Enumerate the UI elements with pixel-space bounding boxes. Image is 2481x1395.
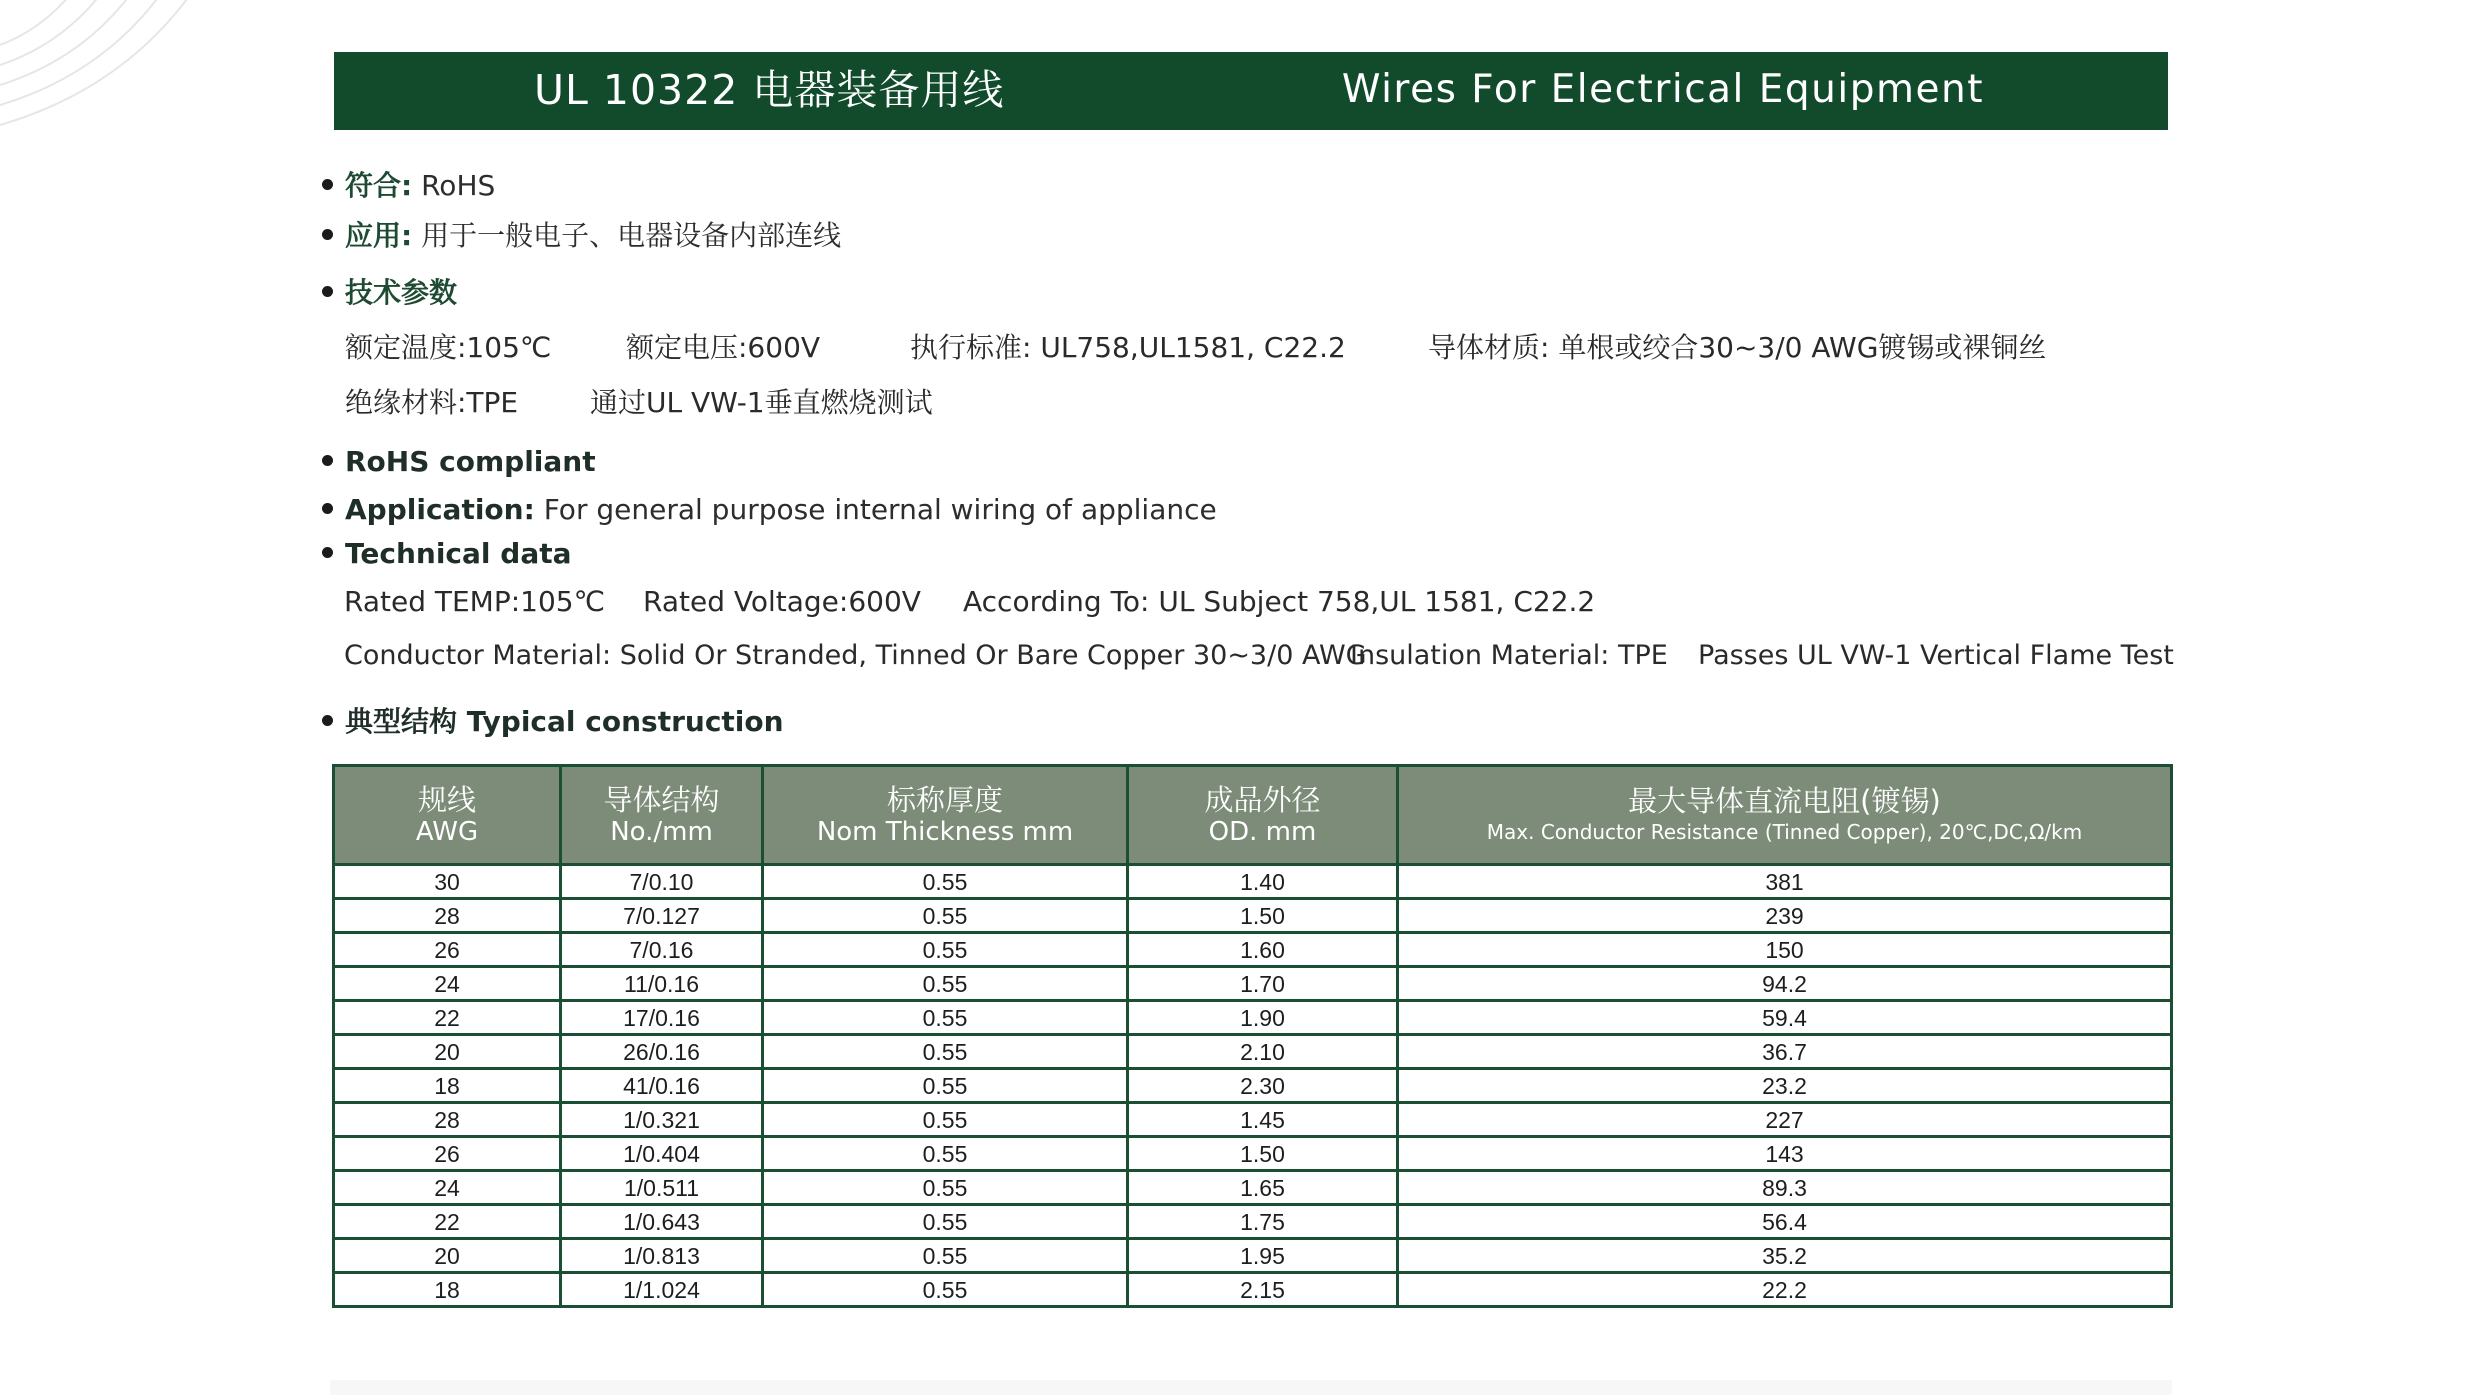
thickness-cell: 0.55	[763, 1273, 1128, 1307]
title-banner	[334, 52, 2168, 130]
thickness-cell: 0.55	[763, 1103, 1128, 1137]
compliance-value-cn: RoHS	[421, 169, 496, 202]
conductor-cell: 1/0.813	[561, 1239, 763, 1273]
conductor-cell: 7/0.127	[561, 899, 763, 933]
table-row	[334, 1205, 2172, 1239]
thickness-cell: 0.55	[763, 1035, 1128, 1069]
header-cn: 导体结构	[603, 783, 720, 817]
construction-table	[332, 764, 2173, 1308]
bullet-icon	[322, 455, 333, 466]
table-row	[334, 1239, 2172, 1273]
od-cell: 1.90	[1128, 1001, 1398, 1035]
od-cell: 1.70	[1128, 967, 1398, 1001]
table-header-row	[334, 766, 2172, 865]
construction-heading-label: 典型结构 Typical construction	[345, 705, 784, 738]
title-chinese: UL 10322 电器装备用线	[534, 66, 1005, 114]
according-en: According To: UL Subject 758,UL 1581, C22.2	[963, 585, 1596, 618]
awg-cell: 20	[334, 1035, 561, 1069]
column-header-awg	[334, 766, 561, 865]
compliance-line-cn	[322, 168, 495, 204]
column-header-od	[1128, 766, 1398, 865]
header-cn: 最大导体直流电阻(镀锡)	[1628, 784, 1941, 818]
bullet-icon	[322, 179, 333, 190]
header-en: OD. mm	[1208, 817, 1317, 847]
resistance-cell: 56.4	[1398, 1205, 2172, 1239]
bullet-icon	[322, 229, 333, 240]
resistance-cell: 59.4	[1398, 1001, 2172, 1035]
thickness-cell: 0.55	[763, 1171, 1128, 1205]
table-row	[334, 865, 2172, 899]
application-label-en: Application:	[345, 493, 535, 526]
conductor-cell: 1/0.321	[561, 1103, 763, 1137]
resistance-cell: 94.2	[1398, 967, 2172, 1001]
awg-cell: 28	[334, 1103, 561, 1137]
table-row	[334, 967, 2172, 1001]
resistance-cell: 381	[1398, 865, 2172, 899]
thickness-cell: 0.55	[763, 933, 1128, 967]
table-body	[334, 865, 2172, 1307]
table-row	[334, 933, 2172, 967]
tech-heading-cn	[322, 275, 457, 311]
od-cell: 1.95	[1128, 1239, 1398, 1273]
thickness-cell: 0.55	[763, 1205, 1128, 1239]
conductor-cell: 11/0.16	[561, 967, 763, 1001]
awg-cell: 24	[334, 1171, 561, 1205]
thickness-cell: 0.55	[763, 1137, 1128, 1171]
conductor-cell: 7/0.10	[561, 865, 763, 899]
awg-cell: 30	[334, 865, 561, 899]
conductor-cell: 1/1.024	[561, 1273, 763, 1307]
table-row	[334, 1171, 2172, 1205]
application-value-cn: 用于一般电子、电器设备内部连线	[421, 219, 842, 252]
insulation-cn: 绝缘材料:TPE	[345, 386, 519, 419]
table-row	[334, 1001, 2172, 1035]
table-row	[334, 1035, 2172, 1069]
rated-temp-cn: 额定温度:105℃	[345, 331, 552, 364]
od-cell: 1.65	[1128, 1171, 1398, 1205]
standard-cn: 执行标准: UL758,UL1581, C22.2	[910, 331, 1346, 364]
application-value-en: For general purpose internal wiring of appliance	[543, 493, 1217, 526]
resistance-cell: 239	[1398, 899, 2172, 933]
header-en: Nom Thickness mm	[816, 817, 1074, 847]
bullet-icon	[322, 547, 333, 558]
awg-cell: 18	[334, 1069, 561, 1103]
table-row	[334, 1273, 2172, 1307]
od-cell: 1.75	[1128, 1205, 1398, 1239]
header-cn: 成品外径	[1204, 783, 1321, 817]
thickness-cell: 0.55	[763, 1239, 1128, 1273]
bullet-icon	[322, 286, 333, 297]
resistance-cell: 143	[1398, 1137, 2172, 1171]
header-cn: 规线	[417, 783, 476, 817]
thickness-cell: 0.55	[763, 865, 1128, 899]
od-cell: 2.30	[1128, 1069, 1398, 1103]
conductor-cell: 1/0.643	[561, 1205, 763, 1239]
resistance-cell: 22.2	[1398, 1273, 2172, 1307]
resistance-cell: 89.3	[1398, 1171, 2172, 1205]
od-cell: 2.15	[1128, 1273, 1398, 1307]
od-cell: 1.45	[1128, 1103, 1398, 1137]
od-cell: 1.60	[1128, 933, 1398, 967]
application-line-cn	[322, 218, 841, 254]
table-row	[334, 1137, 2172, 1171]
conductor-cn: 导体材质: 单根或绞合30~3/0 AWG镀锡或裸铜丝	[1428, 331, 2047, 364]
construction-heading	[322, 704, 784, 740]
header-en: AWG	[415, 817, 479, 847]
thickness-cell: 0.55	[763, 967, 1128, 1001]
conductor-en: Conductor Material: Solid Or Stranded, Tinned Or Bare Copper 30~3/0 AWG	[344, 640, 1367, 671]
od-cell: 1.50	[1128, 899, 1398, 933]
conductor-cell: 1/0.511	[561, 1171, 763, 1205]
conductor-cell: 1/0.404	[561, 1137, 763, 1171]
thickness-cell: 0.55	[763, 1069, 1128, 1103]
rated-temp-en: Rated TEMP:105℃	[344, 585, 606, 618]
tech-label-cn: 技术参数	[345, 276, 458, 309]
resistance-cell: 227	[1398, 1103, 2172, 1137]
awg-cell: 26	[334, 933, 561, 967]
rated-voltage-cn: 额定电压:600V	[626, 331, 821, 364]
awg-cell: 20	[334, 1239, 561, 1273]
table-row	[334, 899, 2172, 933]
flame-test-en: Passes UL VW-1 Vertical Flame Test	[1698, 640, 2174, 671]
compliance-label-cn: 符合:	[345, 169, 413, 202]
od-cell: 2.10	[1128, 1035, 1398, 1069]
corner-arc-decoration	[0, 0, 200, 130]
tech-label-en: Technical data	[345, 537, 572, 570]
rated-voltage-en: Rated Voltage:600V	[643, 585, 921, 618]
resistance-cell: 36.7	[1398, 1035, 2172, 1069]
bullet-icon	[322, 715, 333, 726]
bottom-shadow	[330, 1380, 2172, 1395]
od-cell: 1.40	[1128, 865, 1398, 899]
bullet-icon	[322, 503, 333, 514]
column-header-thickness	[763, 766, 1128, 865]
title-english: Wires For Electrical Equipment	[1341, 67, 1984, 112]
header-cn: 标称厚度	[886, 783, 1003, 817]
od-cell: 1.50	[1128, 1137, 1398, 1171]
application-line-en	[322, 492, 1217, 528]
rohs-label-en: RoHS compliant	[345, 445, 596, 478]
awg-cell: 18	[334, 1273, 561, 1307]
rohs-line-en	[322, 444, 596, 480]
thickness-cell: 0.55	[763, 899, 1128, 933]
header-en: No./mm	[610, 817, 713, 847]
awg-cell: 24	[334, 967, 561, 1001]
flame-test-cn: 通过UL VW-1垂直燃烧测试	[590, 386, 933, 419]
resistance-cell: 35.2	[1398, 1239, 2172, 1273]
tech-heading-en	[322, 536, 572, 572]
table-row	[334, 1103, 2172, 1137]
table-row	[334, 1069, 2172, 1103]
insulation-en: Insulation Material: TPE	[1350, 640, 1668, 671]
resistance-cell: 150	[1398, 933, 2172, 967]
column-header-resistance	[1398, 766, 2172, 865]
conductor-cell: 26/0.16	[561, 1035, 763, 1069]
application-label-cn: 应用:	[345, 219, 413, 252]
conductor-cell: 41/0.16	[561, 1069, 763, 1103]
header-en: Max. Conductor Resistance (Tinned Copper), 20℃,DC,Ω/km	[1486, 820, 2083, 844]
awg-cell: 22	[334, 1001, 561, 1035]
awg-cell: 22	[334, 1205, 561, 1239]
awg-cell: 26	[334, 1137, 561, 1171]
column-header-conductor	[561, 766, 763, 865]
conductor-cell: 17/0.16	[561, 1001, 763, 1035]
awg-cell: 28	[334, 899, 561, 933]
resistance-cell: 23.2	[1398, 1069, 2172, 1103]
thickness-cell: 0.55	[763, 1001, 1128, 1035]
conductor-cell: 7/0.16	[561, 933, 763, 967]
